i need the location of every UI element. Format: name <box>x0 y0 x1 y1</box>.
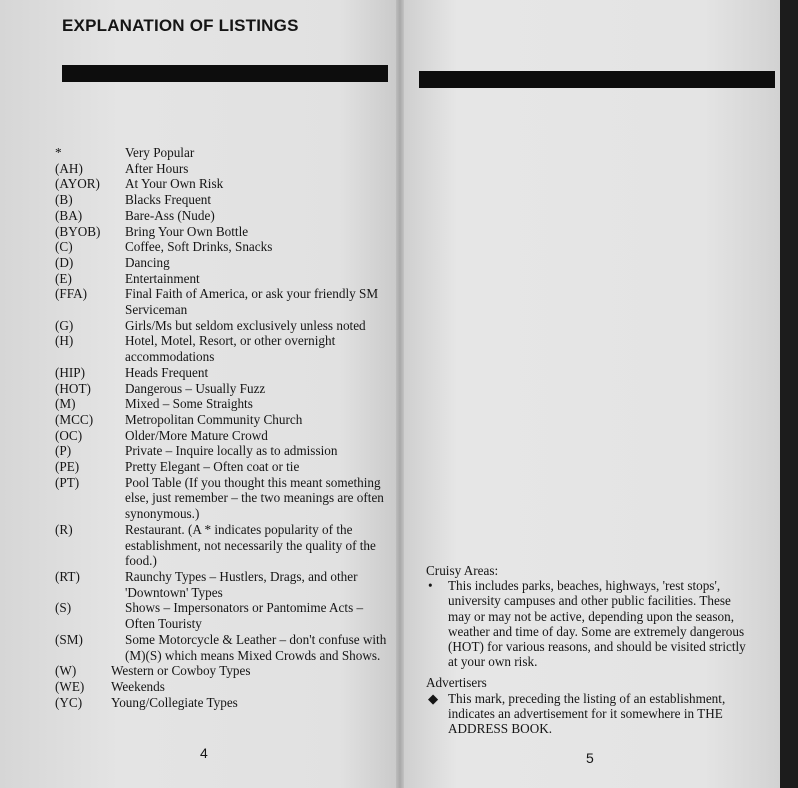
legend-description: Metropolitan Community Church <box>125 411 303 427</box>
legend-entry <box>55 145 390 161</box>
legend-description: Pretty Elegant – Often coat or tie <box>125 459 300 475</box>
legend-code: (HIP) <box>55 364 86 380</box>
legend-description: Mixed – Some Straights <box>125 396 253 412</box>
legend-entry <box>55 333 390 364</box>
legend-description: Heads Frequent <box>125 364 209 380</box>
legend-code: (BA) <box>55 207 83 223</box>
legend-description: Restaurant. (A * indicates popularity of the establishment, not necessarily the quality of the food.) <box>125 521 376 569</box>
legend-description: Very Popular <box>125 145 195 160</box>
legend-code: (P) <box>55 443 72 459</box>
legend-entry <box>55 443 390 459</box>
legend-code: (AYOR) <box>55 176 100 192</box>
legend-code: (D) <box>55 254 74 270</box>
legend-description: Girls/Ms but seldom exclusively unless noted <box>125 317 366 333</box>
page-edge <box>780 0 798 788</box>
page-heading: EXPLANATION OF LISTINGS <box>62 16 299 35</box>
legend-code: (G) <box>55 317 74 333</box>
advertisers-title: Advertisers <box>426 675 487 691</box>
legend-description: Hotel, Motel, Resort, or other overnight accommodations <box>125 333 336 365</box>
legend-description: Older/More Mature Crowd <box>125 427 268 443</box>
legend-entry <box>55 192 390 208</box>
legend-code: (B) <box>55 192 73 208</box>
advertisers-text: This mark, preceding the listing of an establishment, indicates an advertisement for it somewhere in THE ADDRESS BOOK. <box>448 690 726 737</box>
redaction-bar <box>419 71 775 88</box>
right-page <box>400 0 780 788</box>
legend-entry <box>55 161 390 177</box>
advertisers-item <box>426 691 756 737</box>
diamond-icon: ◆ <box>428 690 439 706</box>
legend-code: (C) <box>55 239 73 255</box>
legend-description: Pool Table (If you thought this meant something else, just remember – the two meanings are often synonymous.) <box>125 474 384 522</box>
legend-entry <box>55 224 390 240</box>
legend-code: (OC) <box>55 427 83 443</box>
legend-entry <box>55 176 390 192</box>
listing-legend <box>55 145 390 710</box>
legend-entry <box>55 600 390 631</box>
legend-code: (MCC) <box>55 411 94 427</box>
cruisy-areas-title: Cruisy Areas: <box>426 563 499 578</box>
legend-description: Some Motorcycle & Leather – don't confuse with (M)(S) which means Mixed Crowds and Shows. <box>125 631 387 663</box>
legend-description: Dancing <box>125 254 170 270</box>
legend-code: (HOT) <box>55 380 91 396</box>
legend-entry <box>55 459 390 475</box>
legend-code: (YC) <box>55 694 83 710</box>
legend-code: (FFA) <box>55 286 87 302</box>
legend-entry <box>55 208 390 224</box>
legend-entry <box>55 522 390 569</box>
legend-code: (R) <box>55 521 73 537</box>
legend-entry <box>55 679 390 695</box>
legend-description: Final Faith of America, or ask your friendly SM Serviceman <box>125 286 379 318</box>
legend-code: (WE) <box>55 678 85 694</box>
legend-description: Dangerous – Usually Fuzz <box>125 380 266 396</box>
legend-entry <box>55 695 390 711</box>
legend-description: After Hours <box>125 160 189 176</box>
legend-description: Bring Your Own Bottle <box>125 223 249 239</box>
legend-description: Bare-Ass (Nude) <box>125 207 215 223</box>
legend-entry <box>55 255 390 271</box>
notes-section <box>426 563 756 736</box>
legend-entry <box>55 318 390 334</box>
legend-entry <box>55 396 390 412</box>
legend-entry <box>55 412 390 428</box>
legend-code: (PT) <box>55 474 80 490</box>
legend-code: (S) <box>55 600 72 616</box>
legend-code: (E) <box>55 270 72 286</box>
legend-description: Young/Collegiate Types <box>111 694 238 710</box>
legend-entry <box>55 381 390 397</box>
cruisy-areas-text: This includes parks, beaches, highways, 'rest stops', university campuses and other public facilities. These may or may not be active, depending upon the season, weather and time of day. Some are extremely dangerous (HOT) for various reasons, and should be visited strictly at your own risk. <box>448 578 746 670</box>
legend-entry <box>55 428 390 444</box>
legend-code: (M) <box>55 396 76 412</box>
legend-description: Shows – Impersonators or Pantomime Acts – Often Touristy <box>125 600 364 632</box>
legend-entry <box>55 271 390 287</box>
legend-description: Private – Inquire locally as to admission <box>125 443 338 459</box>
legend-code: (H) <box>55 333 74 349</box>
legend-code: (RT) <box>55 568 80 584</box>
redaction-bar <box>62 65 388 82</box>
legend-entry <box>55 239 390 255</box>
legend-code: (AH) <box>55 160 83 176</box>
legend-entry <box>55 286 390 317</box>
page-number: 5 <box>586 750 594 766</box>
legend-code: (W) <box>55 663 77 679</box>
legend-entry <box>55 475 390 522</box>
legend-description: Blacks Frequent <box>125 192 212 208</box>
legend-code: * <box>55 145 62 160</box>
book-gutter <box>396 0 404 788</box>
legend-description: Western or Cowboy Types <box>111 663 251 679</box>
legend-code: (PE) <box>55 459 80 475</box>
legend-description: Weekends <box>111 678 165 694</box>
legend-description: At Your Own Risk <box>125 176 224 192</box>
legend-code: (SM) <box>55 631 83 647</box>
cruisy-areas-item <box>426 578 756 669</box>
legend-entry <box>55 365 390 381</box>
legend-entry <box>55 569 390 600</box>
legend-description: Entertainment <box>125 270 200 286</box>
legend-entry <box>55 632 390 663</box>
legend-entry <box>55 663 390 679</box>
legend-description: Raunchy Types – Hustlers, Drags, and other 'Downtown' Types <box>125 568 358 600</box>
bullet-icon: • <box>428 578 433 594</box>
legend-code: (BYOB) <box>55 223 101 239</box>
legend-description: Coffee, Soft Drinks, Snacks <box>125 239 273 255</box>
page-number: 4 <box>200 745 208 761</box>
